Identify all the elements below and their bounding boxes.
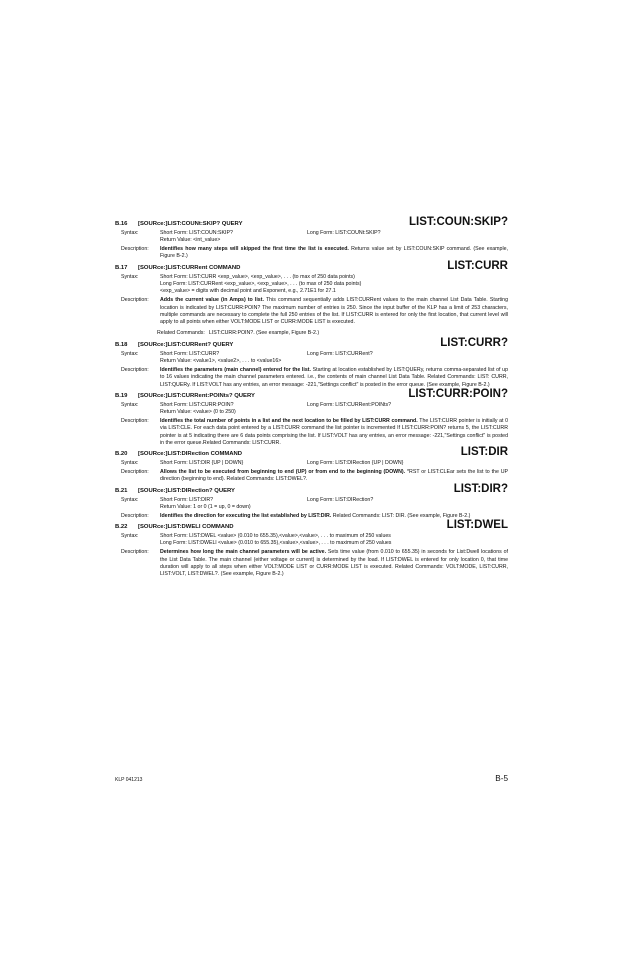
section-command-name: [SOURce:]LIST:CURRent COMMAND bbox=[138, 264, 241, 271]
section-mnemonic: LIST:DIR bbox=[460, 446, 508, 459]
description-body bbox=[160, 469, 508, 484]
syntax-line bbox=[160, 497, 508, 504]
syntax-block bbox=[115, 460, 508, 467]
command-section bbox=[115, 217, 508, 261]
footer-doc-id: KLP 041213 bbox=[115, 777, 143, 783]
syntax-body bbox=[160, 497, 508, 512]
command-section bbox=[115, 338, 508, 389]
section-command-name: [SOURce:]LIST:COUNt:SKIP? QUERY bbox=[138, 221, 243, 227]
description-text: Returns value set by LIST:COUN:SKIP command. (See example, Figure B-2.) bbox=[160, 246, 508, 260]
syntax-block bbox=[115, 230, 508, 245]
description-text: Starting at location established by LIST:QUERy, returns comma-separated list of up to 16 values indicating the main channel parameters entered. i.e., the contents of main channel List Data Table. Related Commands: LIST: CURR, LIST:QUERy. If LIST:VOLT has any entries, an error message: -221,"Settings conflict" is posted in the error queue. (See example, Figure B-2.) bbox=[160, 366, 508, 388]
syntax-label: Syntax: bbox=[121, 401, 139, 408]
section-heading bbox=[115, 484, 508, 495]
description-body bbox=[160, 418, 508, 447]
description-text: The LIST:CURR pointer is initially at 0 via LIST:CLE. For each data point entered by a LIST:CURR command the list pointer is incremented If LIST:CURR:POIN? returns 5, the LIST:CURR pointer is at 5 indicating there are 6 data points comprising the list. If LIST:VOLT has any entries, an error message: -221,"Settings conflict" is posted in the error queue.Related Commands: LIST:CURR. bbox=[160, 418, 508, 446]
section-command-name: [SOURce:]LIST:CURRent:POINts? QUERY bbox=[138, 392, 255, 399]
description-label: Description: bbox=[121, 549, 149, 556]
syntax-long-form: Long Form: LIST:COUNt:SKIP? bbox=[307, 230, 381, 236]
syntax-label: Syntax: bbox=[121, 533, 139, 540]
description-lead: Adds the current value (in Amps) to list. bbox=[160, 297, 264, 304]
section-title bbox=[115, 451, 242, 458]
description-lead: Determines how long the main channel parameters will be active. bbox=[160, 549, 327, 556]
description-body bbox=[160, 297, 508, 326]
section-command-name: [SOURce:]LIST:DWELl COMMAND bbox=[138, 524, 234, 531]
section-heading bbox=[115, 520, 508, 531]
footer-page-number: B-5 bbox=[495, 774, 508, 783]
description-text: *RST or LIST:CLEar sets the list to the UP direction (beginning to end). Related Commands: LIST:DWEL?. bbox=[160, 469, 509, 483]
syntax-line: Short Form: LIST:CURR <exp_value>, <exp_value>, . . . (to max of 250 data points) bbox=[160, 273, 355, 280]
syntax-body bbox=[160, 533, 508, 548]
section-number: B.17 bbox=[115, 264, 128, 271]
description-body bbox=[160, 549, 508, 578]
description-block bbox=[115, 367, 508, 389]
syntax-line bbox=[160, 402, 508, 409]
section-title bbox=[115, 342, 233, 349]
syntax-short-form: Short Form: LIST:CURR? bbox=[160, 350, 220, 357]
manual-content bbox=[115, 217, 508, 579]
description-lead: Identifies the direction for executing the list established by LIST:DIR. bbox=[160, 512, 332, 519]
syntax-body bbox=[160, 230, 508, 245]
section-heading bbox=[115, 338, 508, 349]
related-commands-text: LIST:CURR:POIN?. (See example, Figure B-2.) bbox=[208, 330, 320, 337]
description-label: Description: bbox=[121, 246, 149, 253]
section-title bbox=[115, 488, 235, 495]
section-command-name: [SOURce:]LIST:DIRection? QUERY bbox=[138, 487, 235, 494]
description-label: Description: bbox=[121, 366, 149, 373]
syntax-line: Short Form: LIST:DWEL <value> (0.010 to 655.35),<value>,<value>, . . . to maximum of 250 values bbox=[160, 533, 391, 540]
section-mnemonic: LIST:CURR:POIN? bbox=[408, 387, 508, 400]
section-heading bbox=[115, 389, 508, 400]
syntax-line: Long Form: LIST:CURRent <exp_value>, <exp_value>, . . . (to max of 250 data points) bbox=[160, 281, 362, 288]
syntax-block bbox=[115, 351, 508, 366]
section-number: B.20 bbox=[115, 451, 128, 458]
syntax-long-form: Long Form: LIST:DIRection {UP | DOWN} bbox=[307, 460, 404, 467]
section-mnemonic: LIST:CURR? bbox=[440, 336, 508, 349]
command-section bbox=[115, 447, 508, 483]
description-body bbox=[160, 246, 508, 261]
description-text: Sets time value (from 0.010 to 655.35) in seconds for List:Dwell locations of the List Data Table. The main channel (either voltage or current) is determined by the load. If LIST:DWEL is entered for only location 0, that time duration will apply to all steps when either VOLT:MODE LIST or CURR:MODE LIST is executed. Related Commands: VOLT:MODE, LIST:CURR, LIST:VOLT, LIST:DWEL?. (See example, Figure B-2.) bbox=[160, 549, 508, 578]
section-mnemonic: LIST:DIR? bbox=[453, 482, 508, 495]
syntax-line: Long Form: LIST:DWELl <value> (0.010 to 655.35),<value>,<value>, . . . to maximum of 250 values bbox=[160, 540, 392, 547]
syntax-line: <exp_value> = digits with decimal point and Exponent, e.g., 2.71E1 for 27.1 bbox=[160, 288, 336, 295]
section-title bbox=[115, 221, 243, 228]
syntax-label: Syntax: bbox=[121, 350, 139, 357]
syntax-short-form: Return Value: <value> (0 to 250) bbox=[160, 409, 236, 416]
section-command-name: [SOURce:]LIST:DIRection COMMAND bbox=[138, 451, 243, 458]
syntax-label: Syntax: bbox=[121, 273, 139, 280]
description-label: Description: bbox=[121, 469, 149, 476]
section-title bbox=[115, 265, 240, 272]
section-mnemonic: LIST:COUN:SKIP? bbox=[408, 216, 508, 228]
section-number: B.16 bbox=[115, 221, 128, 227]
syntax-body bbox=[160, 402, 508, 417]
syntax-line bbox=[160, 230, 508, 237]
syntax-label: Syntax: bbox=[121, 496, 139, 503]
syntax-body bbox=[160, 460, 508, 467]
command-section bbox=[115, 389, 508, 447]
section-mnemonic: LIST:DWEL bbox=[446, 519, 508, 532]
syntax-block bbox=[115, 497, 508, 512]
description-text: This command sequentially adds LIST:CURRent values to the main channel List Data Table. Starting location is indicated by LIST:CURR:POIN? The maximum number of entries is 250. Since the input buffer of the KLP has a limit of 253 characters, multiple commands are necessary to complete the full 250 entries of the list. If LIST:CURR is entered for only the first location, that current level will apply to all points when either VOLT:MODE LIST or CURR:MODE LIST is executed. bbox=[160, 297, 508, 326]
section-heading bbox=[115, 447, 508, 458]
syntax-short-form: Short Form: LIST:DIR? bbox=[160, 496, 214, 503]
section-number: B.19 bbox=[115, 392, 128, 399]
related-commands-label: Related Commands: bbox=[157, 330, 205, 337]
syntax-line bbox=[160, 504, 508, 511]
syntax-line bbox=[160, 358, 508, 365]
syntax-short-form: Return Value: <value1>, <value2>, . . . to <value16> bbox=[160, 358, 282, 365]
syntax-long-form: Long Form: LIST:DIRection? bbox=[307, 496, 374, 503]
description-label: Description: bbox=[121, 512, 149, 519]
description-lead: Identifies how many steps will skipped the first time the list is executed. bbox=[160, 246, 349, 253]
command-section bbox=[115, 520, 508, 578]
section-mnemonic: LIST:CURR bbox=[447, 259, 508, 272]
syntax-block bbox=[115, 274, 508, 296]
syntax-short-form: Short Form: LIST:COUN:SKIP? bbox=[160, 230, 233, 236]
section-number: B.22 bbox=[115, 524, 128, 531]
syntax-label: Syntax: bbox=[121, 460, 139, 467]
section-heading bbox=[115, 217, 508, 228]
syntax-block bbox=[115, 402, 508, 417]
description-lead: Identifies the parameters (main channel) entered for the list. bbox=[160, 366, 311, 373]
section-number: B.21 bbox=[115, 487, 128, 494]
description-body bbox=[160, 367, 508, 389]
section-title bbox=[115, 524, 234, 531]
command-section bbox=[115, 261, 508, 338]
syntax-line bbox=[160, 460, 508, 467]
description-lead: Identifies the total number of points in a list and the next location to be filled by LIST:CURR command. bbox=[160, 418, 418, 425]
syntax-short-form: Return Value: 1 or 0 (1 = up, 0 = down) bbox=[160, 503, 251, 510]
syntax-short-form: Short Form: LIST:CURR:POIN? bbox=[160, 401, 234, 408]
description-label: Description: bbox=[121, 297, 149, 304]
section-heading bbox=[115, 261, 508, 272]
syntax-line bbox=[160, 351, 508, 358]
description-block bbox=[115, 469, 508, 484]
description-block bbox=[115, 418, 508, 447]
syntax-block bbox=[115, 533, 508, 548]
description-label: Description: bbox=[121, 418, 149, 425]
syntax-long-form: Long Form: LIST:CURRent:POINts? bbox=[307, 401, 392, 408]
description-block bbox=[115, 246, 508, 261]
description-block bbox=[115, 297, 508, 326]
description-lead: Allows the list to be executed from beginning to end (UP) or from end to the beginning (DOWN). bbox=[160, 469, 406, 476]
description-block bbox=[115, 549, 508, 578]
section-command-name: [SOURce:]LIST:CURRent? QUERY bbox=[138, 341, 234, 348]
syntax-body bbox=[160, 351, 508, 366]
syntax-label: Syntax: bbox=[121, 230, 139, 236]
syntax-long-form: Long Form: LIST:CURRent? bbox=[307, 350, 373, 357]
section-number: B.18 bbox=[115, 341, 128, 348]
syntax-short-form: Short Form: LIST:DIR {UP | DOWN} bbox=[160, 460, 244, 467]
syntax-body bbox=[160, 274, 508, 296]
command-section bbox=[115, 484, 508, 520]
description-text: Related Commands: LIST: DIR. (See example, Figure B-2.) bbox=[331, 512, 471, 519]
syntax-line bbox=[160, 409, 508, 416]
syntax-line bbox=[160, 237, 508, 244]
section-title bbox=[115, 393, 255, 400]
syntax-short-form: Return Value: <int_value> bbox=[160, 237, 221, 244]
